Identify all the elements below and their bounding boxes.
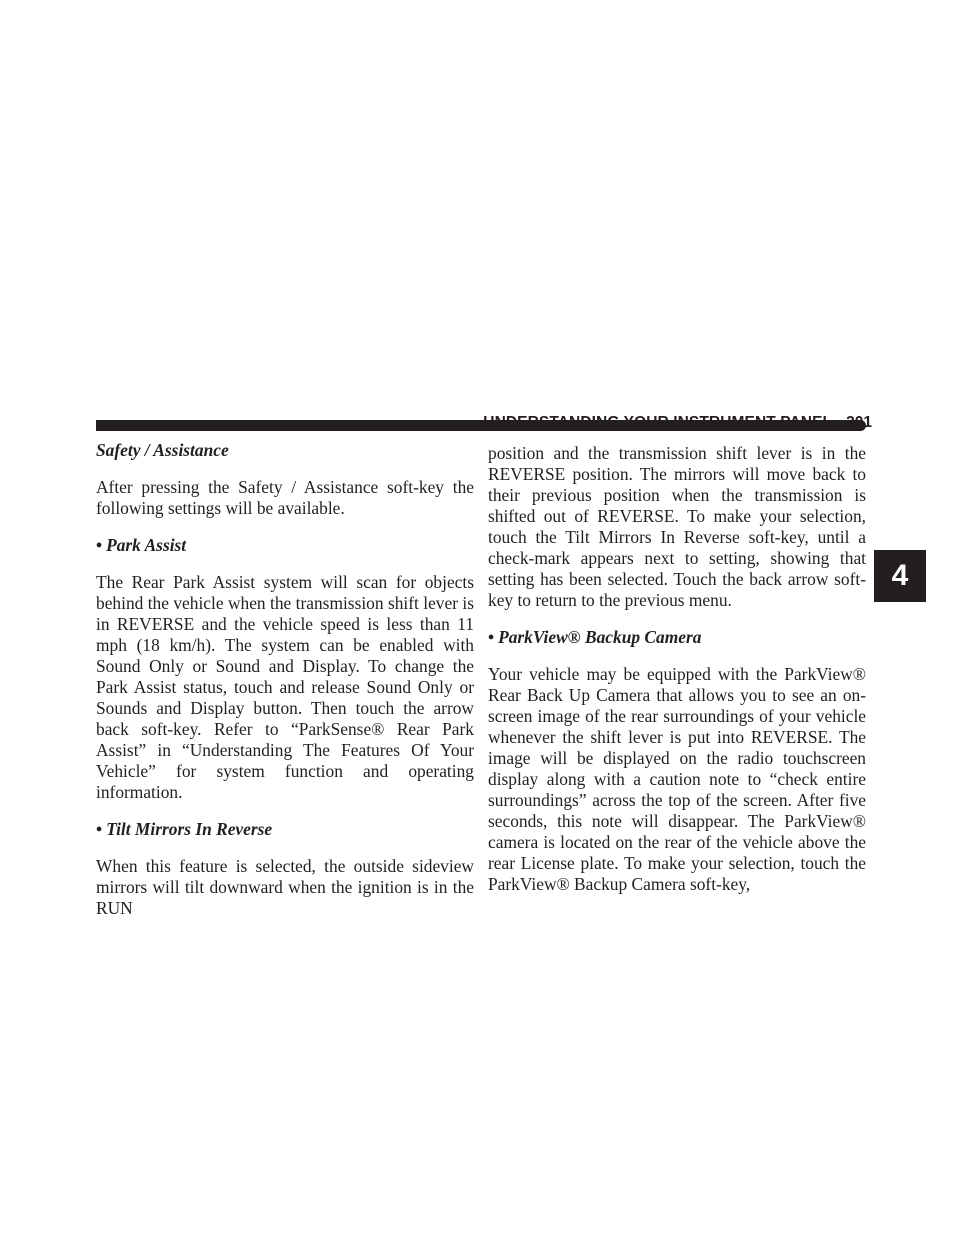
bullet-label: Park Assist	[106, 535, 187, 555]
park-assist-paragraph: The Rear Park Assist system will scan for objects behind the vehicle when the transmission shift lever is in REVERSE and the vehicle speed is less than 11 mph (18 km/h). The system can be enabled with Sound Only or Sound and Display. To change the Park Assist status, touch and release Sound Only or Sounds and Display button. Then touch the arrow back soft-key. Refer to “ParkSense® Rear Park Assist” in “Understanding The Features Of Your Vehicle” for system function and operating information.	[96, 572, 474, 802]
bullet-icon: •	[96, 819, 103, 839]
bullet-label: Tilt Mirrors In Reverse	[106, 819, 273, 839]
right-column	[488, 443, 866, 911]
chapter-tab: 4	[874, 550, 926, 602]
section-heading: Safety / Assistance	[96, 440, 229, 460]
bullet-parkview-camera	[488, 627, 866, 648]
bullet-park-assist	[96, 535, 474, 556]
tilt-mirrors-continued-paragraph: position and the transmission shift lever is in the REVERSE position. The mirrors will move back to their previous position when the transmission is shifted out of REVERSE. To make your selection, touch the Tilt Mirrors In Reverse soft-key, until a check-mark appears next to setting, showing that setting has been selected. Touch the back arrow soft-key to return to the previous menu.	[488, 443, 866, 610]
bullet-icon: •	[488, 627, 495, 647]
bullet-icon: •	[96, 535, 103, 555]
page-number: 301	[846, 414, 872, 431]
header-title: UNDERSTANDING YOUR INSTRUMENT PANEL	[483, 414, 833, 431]
bullet-label: ParkView® Backup Camera	[498, 627, 702, 647]
left-column	[96, 440, 474, 935]
parkview-paragraph: Your vehicle may be equipped with the ParkView® Rear Back Up Camera that allows you to see an on-screen image of the rear surroundings of your vehicle whenever the shift lever is put into REVERSE. The image will be displayed on the radio touchscreen display along with a caution note to “check entire surroundings” across the top of the screen. After five seconds, this note will disappear. The ParkView® camera is located on the rear of the vehicle above the rear License plate. To make your selection, touch the ParkView® Backup Camera soft-key,	[488, 664, 866, 894]
tilt-mirrors-paragraph: When this feature is selected, the outside sideview mirrors will tilt downward when the ignition is in the RUN	[96, 856, 474, 918]
intro-paragraph: After pressing the Safety / Assistance soft-key the following settings will be available.	[96, 477, 474, 518]
bullet-tilt-mirrors	[96, 819, 474, 840]
